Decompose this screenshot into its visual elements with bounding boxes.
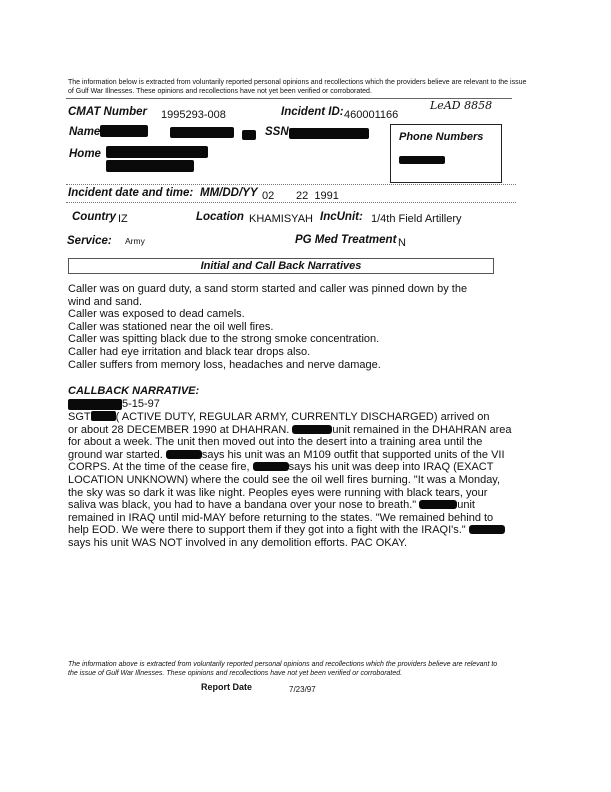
callback-narrative bbox=[68, 411, 528, 550]
narratives-heading-box bbox=[68, 258, 494, 274]
redaction-name-2 bbox=[170, 127, 234, 138]
service-value: Army bbox=[125, 236, 145, 246]
redaction-callback-name bbox=[68, 399, 122, 410]
callback-heading: CALLBACK NARRATIVE: bbox=[68, 385, 200, 397]
footer-disclaimer-line1: The information above is extracted from voluntarily reported personal opinions and recollections which the providers believe are relevant to bbox=[68, 661, 498, 668]
report-date-label: Report Date bbox=[201, 682, 253, 692]
redaction-ssn bbox=[289, 128, 369, 139]
narratives-heading: Initial and Call Back Narratives bbox=[200, 260, 362, 272]
redaction-phone bbox=[399, 156, 445, 164]
footer-disclaimer bbox=[68, 660, 528, 678]
date-mm: 02 bbox=[262, 190, 275, 202]
report-date-value: 7/23/97 bbox=[289, 685, 316, 694]
redaction-name-1 bbox=[100, 125, 148, 137]
initial-line: Caller had eye irritation and black tear drops also. bbox=[68, 345, 311, 358]
location-value: KHAMISYAH bbox=[249, 213, 313, 225]
pgmed-value: N bbox=[398, 237, 406, 249]
redaction-inline bbox=[469, 525, 505, 534]
initial-narrative bbox=[68, 283, 508, 371]
name-label: Name bbox=[69, 126, 101, 138]
redaction-inline bbox=[419, 500, 457, 509]
initial-line: Caller was on guard duty, a sand storm started and caller was pinned down by the bbox=[68, 283, 468, 295]
redaction-home-2 bbox=[106, 160, 194, 172]
cmat-label: CMAT Number bbox=[68, 106, 148, 118]
callback-line: ground war started. says his unit was an M109 outfit that supported units of the VII bbox=[68, 448, 505, 461]
redaction-inline bbox=[91, 411, 116, 421]
callback-date: 5-15-97 bbox=[122, 398, 160, 410]
callback-line: LOCATION UNKNOWN) where the could see the oil well fires burning. "It was a Monday, bbox=[68, 473, 501, 486]
redaction-inline bbox=[253, 462, 289, 471]
redaction-inline bbox=[166, 450, 202, 459]
callback-line: for about a week. The unit then moved out into the desert into a training area until the bbox=[68, 436, 483, 449]
divider-location bbox=[66, 202, 516, 203]
incunit-value: 1/4th Field Artillery bbox=[371, 213, 462, 225]
incident-date-label: Incident date and time: bbox=[68, 187, 194, 199]
initial-line: wind and sand. bbox=[68, 295, 142, 308]
callback-line: the sky was so dark it was like night. Peoples eyes were running with black tears, your bbox=[68, 486, 488, 499]
header-disclaimer-line1: The information below is extracted from voluntarily reported personal opinions and recollections which the providers believe are relevant to the issue bbox=[68, 79, 527, 86]
country-value: IZ bbox=[118, 213, 128, 225]
phone-numbers-box bbox=[390, 124, 502, 183]
initial-line: Caller was exposed to dead camels. bbox=[68, 308, 245, 321]
header-disclaimer-line2: of Gulf War Illnesses. These opinions and recollections have not yet been verified or corroborated. bbox=[68, 88, 372, 95]
divider-date bbox=[66, 184, 516, 185]
footer-disclaimer-line2: the issue of Gulf War Illnesses. These opinions and recollections have not yet been verified or corroborated. bbox=[68, 670, 403, 677]
header-disclaimer bbox=[68, 78, 538, 96]
incident-id-value: 460001166 bbox=[344, 109, 399, 121]
date-format-label: MM/DD/YY bbox=[200, 187, 258, 199]
callback-line: remained in IRAQ until mid-MAY before returning to the states. "We remained behind to bbox=[68, 511, 494, 524]
callback-line: CORPS. At the time of the cease fire, says his unit was deep into IRAQ (EXACT bbox=[68, 461, 494, 474]
pgmed-label: PG Med Treatment bbox=[295, 234, 397, 246]
callback-line: saliva was black, you had to have a bandana over your nose to breath." unit bbox=[68, 499, 475, 512]
phone-numbers-label: Phone Numbers bbox=[399, 131, 484, 143]
redaction-name-3 bbox=[242, 130, 256, 140]
callback-line: says his unit WAS NOT involved in any demolition efforts. PAC OKAY. bbox=[68, 536, 408, 549]
incident-id-label: Incident ID: bbox=[281, 106, 344, 118]
date-dd-yy: 22 1991 bbox=[296, 190, 339, 202]
callback-line: help EOD. We were there to support them if they got into a fight with the IRAQI's." bbox=[68, 524, 528, 537]
initial-line: Caller was spitting black due to the strong smoke concentration. bbox=[68, 333, 380, 346]
callback-line: or about 28 DECEMBER 1990 at DHAHRAN. unit remained in the DHAHRAN area bbox=[68, 423, 512, 436]
callback-line: SGT ( ACTIVE DUTY, REGULAR ARMY, CURRENTLY DISCHARGED) arrived on bbox=[68, 411, 490, 423]
initial-line: Caller suffers from memory loss, headaches and nerve damage. bbox=[68, 358, 381, 371]
ssn-label: SSN bbox=[265, 126, 289, 138]
handwritten-note: LeAD 8858 bbox=[430, 99, 493, 112]
home-label: Home bbox=[69, 148, 101, 160]
location-label: Location bbox=[196, 211, 244, 223]
redaction-inline bbox=[292, 425, 332, 434]
incunit-label: IncUnit: bbox=[320, 211, 363, 223]
cmat-value: 1995293-008 bbox=[161, 109, 226, 121]
initial-line: Caller was stationed near the oil well fires. bbox=[68, 320, 274, 333]
service-label: Service: bbox=[67, 235, 112, 247]
country-label: Country bbox=[72, 211, 117, 223]
redaction-home-1 bbox=[106, 146, 208, 158]
